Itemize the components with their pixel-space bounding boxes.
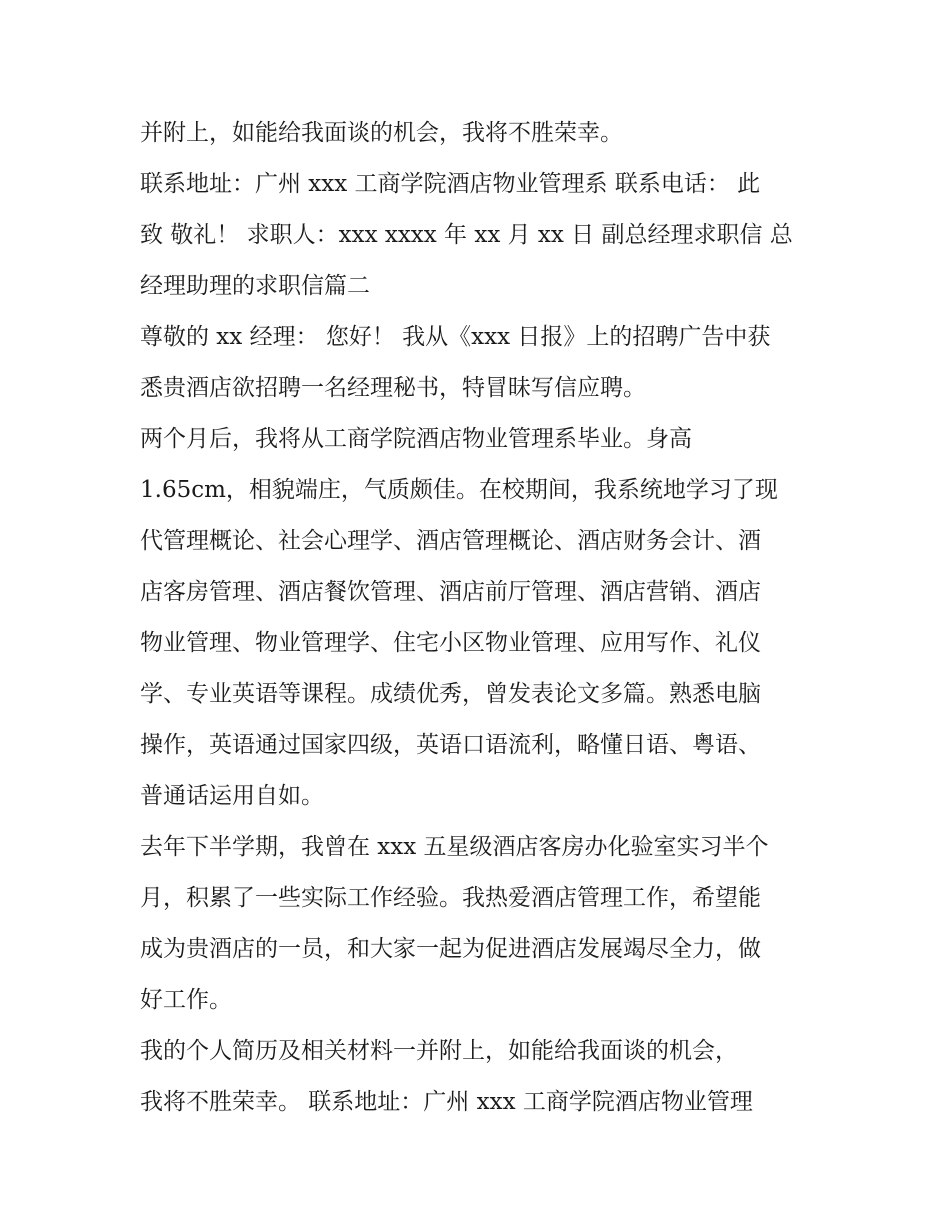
text-line: 代管理概论、社会心理学、酒店管理概论、酒店财务会计、酒 [140, 528, 761, 554]
text-line: 两个月后，我将从工商学院酒店物业管理系毕业。身高 [140, 426, 692, 452]
text-line: 并附上，如能给我面谈的机会，我将不胜荣幸。 [140, 120, 623, 146]
text-line: 成为贵酒店的一员，和大家一起为促进酒店发展竭尽全力，做 [140, 936, 761, 962]
text-line: 月，积累了一些实际工作经验。我热爱酒店管理工作，希望能 [140, 885, 761, 911]
letter-body [140, 108, 820, 1128]
text-line: 经理助理的求职信篇二 [140, 273, 370, 299]
text-line: 操作，英语通过国家四级，英语口语流利，略懂日语、粤语、 [140, 732, 761, 758]
text-line: 我的个人简历及相关材料一并附上，如能给我面谈的机会， [140, 1038, 738, 1064]
text-line: 1.65cm，相貌端庄，气质颇佳。在校期间，我系统地学习了现 [140, 477, 778, 503]
text-line: 去年下半学期，我曾在 xxx 五星级酒店客房办化验室实习半个 [140, 834, 769, 860]
text-line: 我将不胜荣幸。 联系地址：广州 xxx 工商学院酒店物业管理 [140, 1089, 753, 1115]
text-line: 悉贵酒店欲招聘一名经理秘书，特冒昧写信应聘。 [140, 375, 646, 401]
text-line: 普通话运用自如。 [140, 783, 324, 809]
text-line: 物业管理、物业管理学、住宅小区物业管理、应用写作、礼仪 [140, 630, 761, 656]
text-line: 联系地址：广州 xxx 工商学院酒店物业管理系 联系电话： 此 [140, 171, 761, 197]
text-line: 致 敬礼！ 求职人：xxx xxxx 年 xx 月 xx 日 副总经理求职信 总 [140, 222, 793, 248]
text-line: 学、专业英语等课程。成绩优秀，曾发表论文多篇。熟悉电脑 [140, 681, 761, 707]
text-line: 尊敬的 xx 经理： 您好！ 我从《xxx 日报》上的招聘广告中获 [140, 324, 771, 350]
text-line: 好工作。 [140, 987, 232, 1013]
text-line: 店客房管理、酒店餐饮管理、酒店前厅管理、酒店营销、酒店 [140, 579, 761, 605]
